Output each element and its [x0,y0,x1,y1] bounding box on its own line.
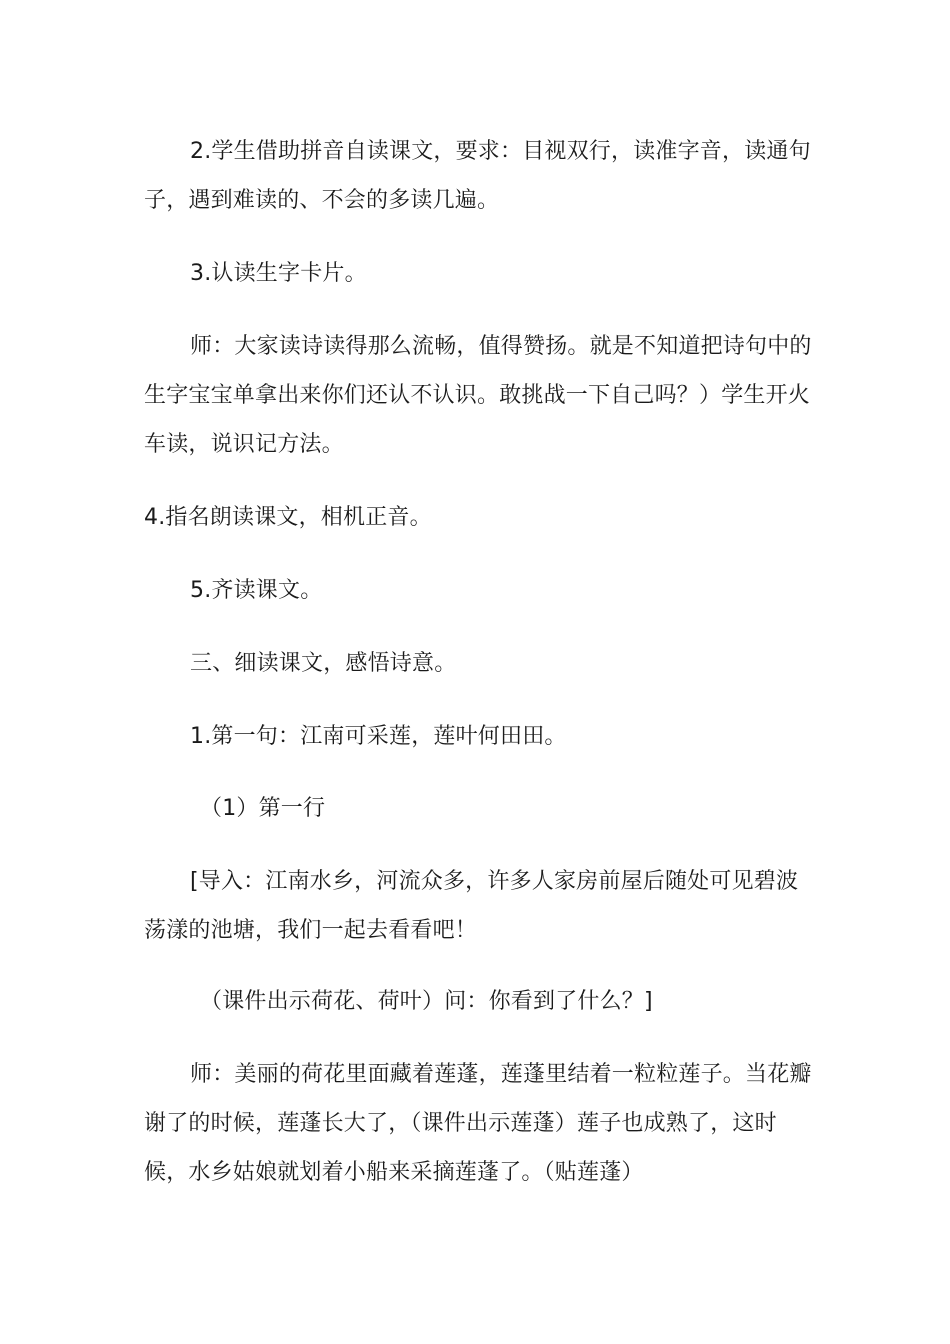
section-heading-close-reading: 三、细读课文，感悟诗意。 [190,651,457,676]
paragraph-teacher-lotus: 师：美丽的荷花里面藏着莲蓬，莲蓬里结着一粒粒莲子。当花瓣谢了的时候，莲蓬长大了，（课件出示莲蓬）莲子也成熟了，这时候，水乡姑娘就划着小船来采摘莲蓬了。（贴莲蓬） [144,1062,812,1185]
subheading-first-row: （1）第一行 [200,796,326,821]
paragraph-character-cards: 3.认读生字卡片。 [190,261,367,286]
paragraph-group-reading: 5.齐读课文。 [190,578,323,603]
paragraph-courseware-question: （课件出示荷花、荷叶）问：你看到了什么？] [200,989,653,1014]
paragraph-named-reading: 4.指名朗读课文，相机正音。 [144,505,432,530]
paragraph-reading-instructions: 2.学生借助拼音自读课文，要求：目视双行，读准字音，读通句子，遇到难读的、不会的多读几遍。 [144,139,811,213]
paragraph-teacher-praise: 师：大家读诗读得那么流畅，值得赞扬。就是不知道把诗句中的生字宝宝单拿出来你们还认不认识。敢挑战一下自己吗？）学生开火车读，说识记方法。 [144,334,812,457]
paragraph-introduction: [导入：江南水乡，河流众多，许多人家房前屋后随处可见碧波荡漾的池塘，我们一起去看看吧！ [144,869,799,943]
paragraph-first-line: 1.第一句：江南可采莲，莲叶何田田。 [190,724,567,749]
